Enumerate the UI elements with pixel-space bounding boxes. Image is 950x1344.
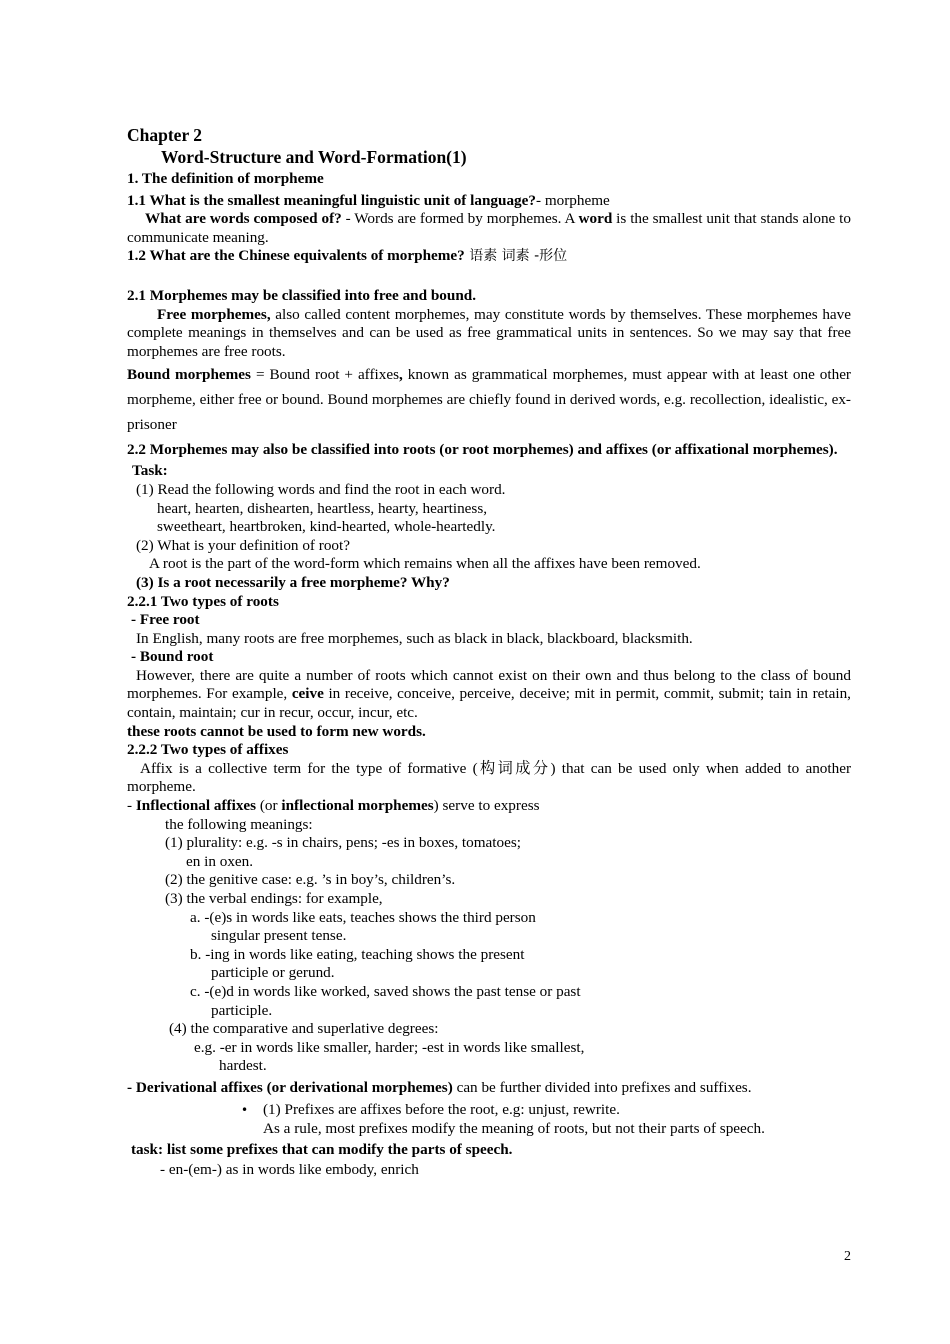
roots-note: these roots cannot be used to form new words. — [127, 722, 426, 740]
affix-definition: Affix is a collective term for the type of formative (构词成分) that can be used only when added to another morpheme. — [127, 759, 851, 796]
inflectional-item-3a-cont: singular present tense. — [211, 927, 347, 945]
free-morphemes-text: also called content morphemes, may constitute words by themselves. These morphemes have complete meanings in themselves and can be used as free grammatical units in sentences. So we may say that free morphemes are free roots. — [127, 305, 851, 360]
free-root-text: In English, many roots are free morphemes, such as black in black, blackboard, blacksmith. — [136, 629, 693, 647]
words-question: What are words composed of? — [145, 210, 342, 228]
chapter-subtitle: Word-Structure and Word-Formation(1) — [161, 147, 467, 167]
inflectional-intro-end: ) serve to express — [433, 797, 540, 815]
free-root-heading: - Free root — [131, 611, 200, 629]
question-1-2-answer: 语素 词素 -形位 — [464, 248, 568, 265]
derivational-affixes-intro — [127, 1079, 851, 1098]
bound-morphemes-paragraph — [127, 362, 851, 437]
inflectional-item-4a: e.g. -er in words like smaller, harder; -est in words like smallest, — [194, 1038, 585, 1056]
inflectional-item-1: (1) plurality: e.g. -s in chairs, pens; -es in boxes, tomatoes; — [165, 834, 521, 852]
bound-root-paragraph — [127, 667, 851, 723]
inflectional-item-3b: b. -ing in words like eating, teaching shows the present — [190, 945, 525, 963]
task-2: (2) What is your definition of root? — [136, 536, 350, 554]
task-prefixes: task: list some prefixes that can modify the parts of speech. — [131, 1140, 513, 1158]
task-1-words-line-2: sweetheart, heartbroken, kind-hearted, whole-heartedly. — [157, 518, 496, 536]
ceive-term: ceive — [291, 685, 324, 703]
bound-comma: , — [399, 366, 403, 384]
question-1-1 — [127, 192, 851, 211]
inflectional-item-3c-cont: participle. — [211, 1001, 273, 1019]
chapter-title: Chapter 2 — [127, 125, 203, 145]
inflectional-item-3c: c. -(e)d in words like worked, saved shows the past tense or past — [190, 982, 581, 1000]
task-label: Task: — [132, 462, 168, 480]
inflectional-affixes-term: Inflectional affixes — [135, 797, 257, 815]
task-1: (1) Read the following words and find the root in each word. — [136, 480, 506, 498]
task-1-words-line-1: heart, hearten, dishearten, heartless, hearty, heartiness, — [157, 499, 488, 517]
section-2-2-1-heading: 2.2.1 Two types of roots — [127, 592, 279, 610]
bound-morphemes-term: Bound morphemes — [127, 366, 251, 384]
question-1-1-text: 1.1 What is the smallest meaningful linguistic unit of language? — [127, 191, 536, 209]
inflectional-item-1-cont: en in oxen. — [186, 852, 254, 870]
section-1-heading: 1. The definition of morpheme — [127, 170, 324, 187]
inflectional-paren-open: (or — [256, 797, 282, 815]
free-morphemes-term: Free morphemes, — [157, 305, 271, 323]
bound-root-text-part2: in receive, conceive, perceive, deceive; mit in permit, commit, submit; tain in retain, contain, maintain; cur in recur, occur, incur, etc. — [127, 685, 851, 722]
task-2-answer: A root is the part of the word-form which remains when all the affixes have been removed. — [149, 555, 701, 573]
inflectional-continuation: the following meanings: — [165, 815, 313, 833]
task-3: (3) Is a root necessarily a free morpheme? Why? — [136, 573, 450, 591]
inflectional-dash: - — [127, 797, 136, 815]
question-1-2 — [127, 247, 851, 266]
en-prefix-example: - en-(em-) as in words like embody, enrich — [160, 1161, 419, 1179]
inflectional-item-4: (4) the comparative and superlative degrees: — [169, 1020, 439, 1038]
prefix-definition: (1) Prefixes are affixes before the root, e.g: unjust, rewrite. — [263, 1100, 620, 1118]
inflectional-item-3a: a. -(e)s in words like eats, teaches shows the third person — [190, 908, 536, 926]
inflectional-item-3: (3) the verbal endings: for example, — [165, 890, 383, 907]
document-body — [127, 124, 851, 1180]
inflectional-item-2: (2) the genitive case: e.g. ’s in boy’s, children’s. — [165, 871, 456, 889]
question-1-2-text: 1.2 What are the Chinese equivalents of morpheme? — [127, 247, 465, 265]
bound-morphemes-formula: = Bound root + affixes — [250, 366, 399, 384]
question-1-1-answer: - morpheme — [535, 191, 610, 209]
inflectional-affixes-intro — [127, 797, 851, 816]
free-morphemes-paragraph — [127, 306, 851, 362]
words-answer-part2: is the smallest unit that stands alone to communicate meaning. — [127, 210, 851, 246]
page-number: 2 — [844, 1249, 851, 1264]
section-2-1-heading: 2.1 Morphemes may be classified into free and bound. — [127, 286, 477, 304]
inflectional-morphemes-term: inflectional morphemes — [281, 797, 434, 815]
bound-root-heading: - Bound root — [131, 648, 214, 666]
prefix-bullet-item — [127, 1101, 851, 1120]
words-answer-part1: - Words are formed by morphemes. A — [341, 210, 579, 228]
derivational-affixes-term: - Derivational affixes (or derivational morphemes) — [127, 1078, 453, 1096]
spacer — [127, 266, 851, 284]
section-2-2-heading: 2.2 Morphemes may also be classified into roots (or root morphemes) and affixes (or affixational morphemes). — [127, 441, 838, 459]
prefix-rule: As a rule, most prefixes modify the meaning of roots, but not their parts of speech. — [263, 1120, 765, 1138]
words-composition-paragraph — [127, 210, 851, 247]
word-term: word — [578, 210, 613, 228]
derivational-affixes-text: can be further divided into prefixes and suffixes. — [452, 1078, 752, 1096]
inflectional-item-3b-cont: participle or gerund. — [211, 964, 335, 982]
bound-root-text-part1: However, there are quite a number of roots which cannot exist on their own and thus belong to the class of bound morphemes. For example, — [127, 666, 851, 703]
inflectional-item-4b: hardest. — [219, 1057, 267, 1075]
bound-morphemes-text: known as grammatical morphemes, must appear with at least one other morpheme, either free or bound. Bound morphemes are chiefly found in derived words, e.g. recollection, idealistic, ex-prisoner — [127, 366, 851, 434]
section-2-2-2-heading: 2.2.2 Two types of affixes — [127, 741, 289, 759]
bullet-icon: • — [241, 1102, 249, 1117]
